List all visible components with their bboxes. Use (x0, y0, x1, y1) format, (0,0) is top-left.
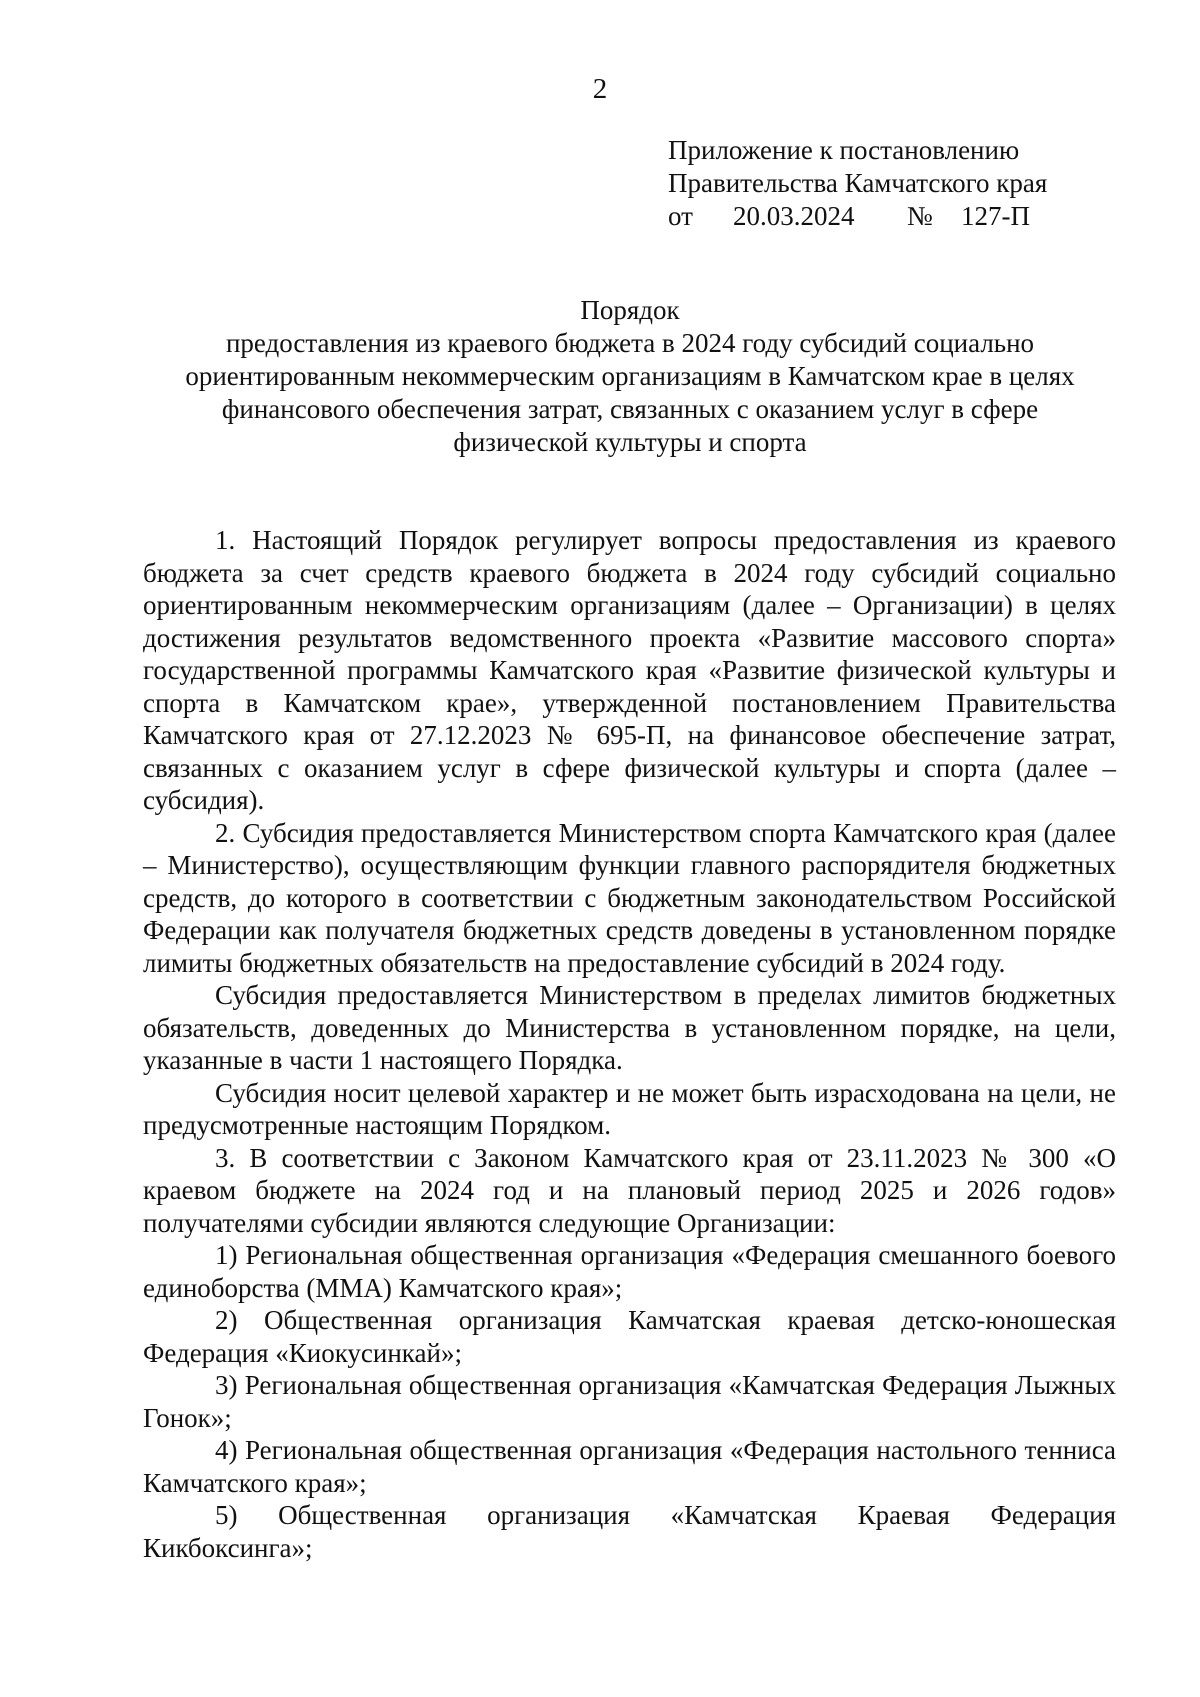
appendix-line-1: Приложение к постановлению (668, 135, 1020, 165)
title-line-1: Порядок (580, 295, 680, 325)
appendix-date-line (668, 200, 1047, 233)
list-item-1: 1) Региональная общественная организация «Федерация смешанного боевого единоборства (ММА) Камчатского края»; (143, 1240, 1116, 1303)
title-line-3: ориентированным некоммерческим организациям в Камчатском крае в целях (185, 361, 1075, 391)
paragraph-1: 1. Настоящий Порядок регулирует вопросы предоставления из краевого бюджета за счет средств краевого бюджета в 2024 году субсидий социально ориентированным некоммерческим организациям (далее – Организации) в целях достижения результатов ведомственного проекта «Развитие массового спорта» государственной программы Камчатского края «Развитие физической культуры и спорта в Камчатском крае», утвержденной постановлением Правительства Камчатского края от 27.12.2023 № 695-П, на финансовое обеспечение затрат, связанных с оказанием услуг в сфере физической культуры и спорта (далее – субсидия). (143, 525, 1116, 815)
appendix-date: 20.03.2024 (733, 201, 855, 231)
title-line-2: предоставления из краевого бюджета в 2024 году субсидий социально (225, 328, 1035, 358)
list-item-3: 3) Региональная общественная организация «Камчатская Федерация Лыжных Гонок»; (143, 1370, 1116, 1433)
list-item-2: 2) Общественная организация Камчатская краевая детско-юношеская Федерация «Киокусинкай»; (143, 1305, 1116, 1368)
title-line-5: физической культуры и спорта (453, 427, 807, 457)
list-item-5: 5) Общественная организация «Камчатская Краевая Федерация Кикбоксинга»; (143, 1500, 1116, 1563)
paragraph-2b: Субсидия носит целевой характер и не может быть израсходована на цели, не предусмотренные настоящим Порядком. (143, 1077, 1116, 1140)
appendix-header (668, 134, 1047, 233)
appendix-number-sign: № (907, 201, 933, 231)
appendix-number: 127-П (961, 201, 1030, 231)
document-body (143, 524, 1116, 1564)
page-number: 2 (592, 73, 608, 105)
title-line-4: финансового обеспечения затрат, связанных с оказанием услуг в сфере (221, 394, 1039, 424)
document-title (140, 294, 1120, 459)
list-item-4: 4) Региональная общественная организация «Федерация настольного тенниса Камчатского края»; (143, 1435, 1116, 1498)
appendix-from-label: от (668, 201, 693, 231)
paragraph-3: 3. В соответствии с Законом Камчатского края от 23.11.2023 № 300 «О краевом бюджете на 2024 год и на плановый период 2025 и 2026 годов» получателями субсидии являются следующие Организации: (143, 1142, 1116, 1238)
appendix-line-2: Правительства Камчатского края (668, 168, 1048, 198)
paragraph-2a: Субсидия предоставляется Министерством в пределах лимитов бюджетных обязательств, доведенных до Министерства в установленном порядке, на цели, указанные в части 1 настоящего Порядка. (143, 980, 1116, 1075)
paragraph-2: 2. Субсидия предоставляется Министерством спорта Камчатского края (далее – Министерство), осуществляющим функции главного распорядителя бюджетных средств, до которого в соответствии с бюджетным законодательством Российской Федерации как получателя бюджетных средств доведены в установленном порядке лимиты бюджетных обязательств на предоставление субсидий в 2024 году. (143, 817, 1116, 978)
